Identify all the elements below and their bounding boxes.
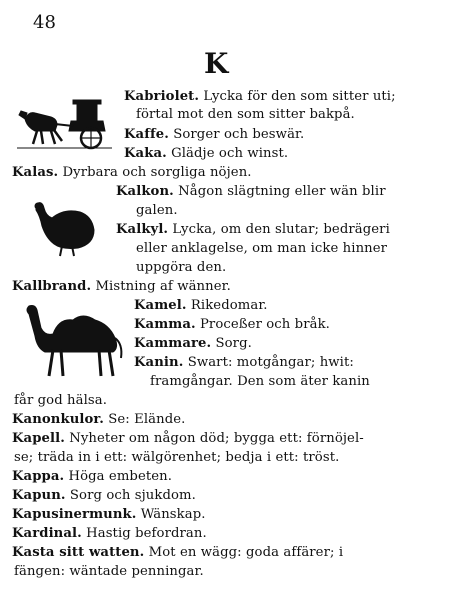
camel-illustration xyxy=(19,300,129,380)
entry-kabriolet xyxy=(124,88,396,106)
entry-headword: Kanin. xyxy=(134,355,184,370)
entry-headword: Kappa. xyxy=(12,469,65,484)
entry-text: Sorger och beswär. xyxy=(173,127,305,142)
section-letter: K xyxy=(204,47,229,80)
horse-carriage-illustration xyxy=(17,97,112,157)
entry-text: Lycka för den som sitter uti; xyxy=(203,89,396,104)
entry-text-continuation: eller anklagelse, om man icke hinner xyxy=(136,241,388,256)
entry-text: Sorg. xyxy=(215,336,252,351)
entry-text: Proceßer och bråk. xyxy=(199,317,330,332)
entry-kaffe xyxy=(124,126,304,144)
entry-headword: Kalkyl. xyxy=(116,222,169,237)
entry-headword: Kalas. xyxy=(12,165,59,180)
entry-text: Höga embeten. xyxy=(68,469,173,484)
entry-kanonkulor xyxy=(12,411,185,429)
entry-kanin xyxy=(134,354,354,372)
entry-kappa xyxy=(12,468,172,486)
entry-kapell xyxy=(12,430,364,448)
entry-headword: Kapun. xyxy=(12,488,66,503)
entry-text: Nyheter om någon död; bygga ett: förnöjel- xyxy=(69,431,364,446)
entry-kasta-sitt-watten xyxy=(12,544,343,562)
turkey-illustration xyxy=(28,198,98,260)
entry-text-continuation: får god hälsa. xyxy=(14,393,108,408)
entry-text: Glädje och winst. xyxy=(171,146,289,161)
entry-headword: Kammare. xyxy=(134,336,212,351)
entry-headword: Kaffe. xyxy=(124,127,169,142)
entry-text: Swart: motgångar; hwit: xyxy=(187,355,354,370)
entry-text: Någon slägtning eller wän blir xyxy=(178,184,386,199)
entry-text: Se: Elände. xyxy=(108,412,186,427)
entry-text: Mot en wägg: goda affärer; i xyxy=(148,545,344,560)
entry-headword: Kalkon. xyxy=(116,184,174,199)
entry-kaka xyxy=(124,145,288,163)
entry-text-continuation: uppgöra den. xyxy=(136,260,227,275)
entry-headword: Kasta sitt watten. xyxy=(12,545,145,560)
entry-text: Dyrbara och sorgliga nöjen. xyxy=(62,165,252,180)
entry-text-continuation: galen. xyxy=(136,203,178,218)
entry-headword: Kabriolet. xyxy=(124,89,200,104)
entry-headword: Kapell. xyxy=(12,431,65,446)
page-number: 48 xyxy=(33,12,56,33)
entry-headword: Kallbrand. xyxy=(12,279,92,294)
entry-kardinal xyxy=(12,525,207,543)
entry-headword: Kapusinermunk. xyxy=(12,507,137,522)
entry-text-continuation: framgångar. Den som äter kanin xyxy=(150,374,370,389)
entry-headword: Kamma. xyxy=(134,317,196,332)
entry-text-continuation: se; träda in i ett: wälgörenhet; bedja i ett: tröst. xyxy=(14,450,340,465)
entry-text-continuation: fängen: wäntade penningar. xyxy=(14,564,204,579)
entry-kalas xyxy=(12,164,252,182)
entry-headword: Kamel. xyxy=(134,298,187,313)
entry-headword: Kanonkulor. xyxy=(12,412,104,427)
entry-kalkyl xyxy=(116,221,390,239)
entry-text: Sorg och sjukdom. xyxy=(69,488,196,503)
entry-kalkon xyxy=(116,183,386,201)
entry-headword: Kaka. xyxy=(124,146,167,161)
entry-text: Hastig befordran. xyxy=(86,526,207,541)
entry-kammare xyxy=(134,335,252,353)
entry-text: Rikedomar. xyxy=(190,298,268,313)
entry-text: Mistning af wänner. xyxy=(95,279,231,294)
entry-text-continuation: förtal mot den som sitter bakpå. xyxy=(136,107,355,122)
entry-text: Wänskap. xyxy=(140,507,206,522)
entry-text: Lycka, om den slutar; bedrägeri xyxy=(172,222,390,237)
entry-headword: Kardinal. xyxy=(12,526,82,541)
entry-kamel xyxy=(134,297,268,315)
entry-kapun xyxy=(12,487,196,505)
entry-kapusinermunk xyxy=(12,506,206,524)
entry-kallbrand xyxy=(12,278,231,296)
entry-kamma xyxy=(134,316,330,334)
